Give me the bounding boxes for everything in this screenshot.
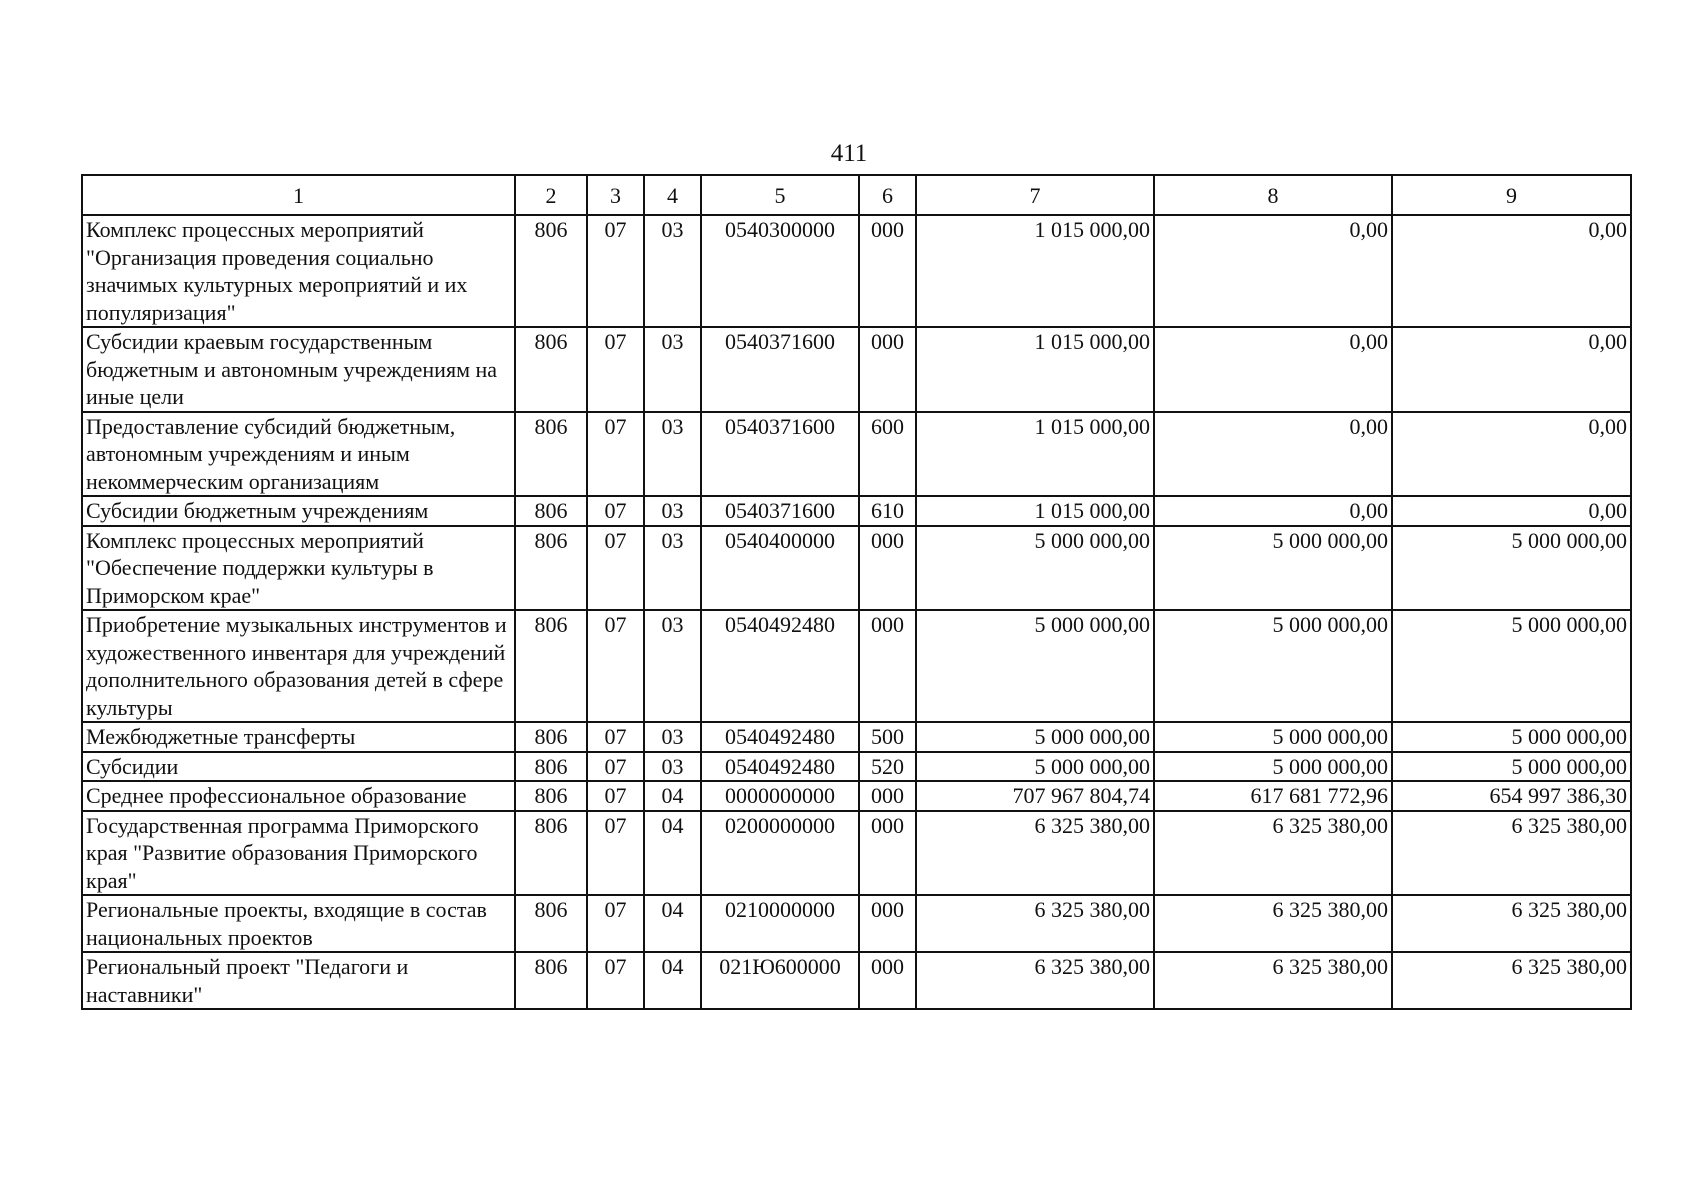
ministry-code: 806 — [515, 215, 587, 327]
expense-type-code: 000 — [859, 952, 916, 1009]
subsection-code: 03 — [644, 526, 701, 611]
amount-col7: 707 967 804,74 — [916, 781, 1154, 811]
subsection-code: 04 — [644, 811, 701, 896]
table-row — [82, 496, 1631, 526]
column-header: 3 — [587, 175, 644, 215]
amount-col7: 1 015 000,00 — [916, 327, 1154, 412]
item-name: Субсидии краевым государственным бюджетным и автономным учреждениям на иные цели — [82, 327, 515, 412]
amount-col9: 0,00 — [1392, 215, 1631, 327]
amount-col9: 0,00 — [1392, 327, 1631, 412]
target-article-code: 0540492480 — [701, 722, 859, 752]
ministry-code: 806 — [515, 412, 587, 497]
item-name: Субсидии — [82, 752, 515, 782]
amount-col8: 0,00 — [1154, 215, 1392, 327]
expense-type-code: 000 — [859, 215, 916, 327]
section-code: 07 — [587, 610, 644, 722]
amount-col7: 1 015 000,00 — [916, 496, 1154, 526]
amount-col9: 5 000 000,00 — [1392, 722, 1631, 752]
column-header: 1 — [82, 175, 515, 215]
table-row — [82, 526, 1631, 611]
amount-col9: 6 325 380,00 — [1392, 895, 1631, 952]
amount-col8: 5 000 000,00 — [1154, 722, 1392, 752]
target-article-code: 0540300000 — [701, 215, 859, 327]
ministry-code: 806 — [515, 526, 587, 611]
table-row — [82, 781, 1631, 811]
item-name: Комплекс процессных мероприятий "Организация проведения социально значимых культурных мероприятий и их популяризация" — [82, 215, 515, 327]
item-name: Межбюджетные трансферты — [82, 722, 515, 752]
table-row — [82, 952, 1631, 1009]
target-article-code: 0540371600 — [701, 496, 859, 526]
ministry-code: 806 — [515, 752, 587, 782]
section-code: 07 — [587, 752, 644, 782]
section-code: 07 — [587, 811, 644, 896]
expense-type-code: 500 — [859, 722, 916, 752]
subsection-code: 03 — [644, 496, 701, 526]
column-header: 8 — [1154, 175, 1392, 215]
section-code: 07 — [587, 496, 644, 526]
amount-col7: 5 000 000,00 — [916, 526, 1154, 611]
target-article-code: 0000000000 — [701, 781, 859, 811]
target-article-code: 0540371600 — [701, 327, 859, 412]
amount-col7: 6 325 380,00 — [916, 952, 1154, 1009]
amount-col7: 6 325 380,00 — [916, 895, 1154, 952]
column-header: 2 — [515, 175, 587, 215]
ministry-code: 806 — [515, 811, 587, 896]
item-name: Региональный проект "Педагоги и наставники" — [82, 952, 515, 1009]
table-row — [82, 412, 1631, 497]
ministry-code: 806 — [515, 610, 587, 722]
amount-col7: 5 000 000,00 — [916, 610, 1154, 722]
amount-col7: 1 015 000,00 — [916, 412, 1154, 497]
expense-type-code: 000 — [859, 811, 916, 896]
table-row — [82, 327, 1631, 412]
target-article-code: 021Ю600000 — [701, 952, 859, 1009]
budget-table — [81, 174, 1632, 1010]
column-header: 5 — [701, 175, 859, 215]
amount-col9: 0,00 — [1392, 412, 1631, 497]
target-article-code: 0210000000 — [701, 895, 859, 952]
expense-type-code: 000 — [859, 610, 916, 722]
table-row — [82, 215, 1631, 327]
column-header: 9 — [1392, 175, 1631, 215]
amount-col8: 5 000 000,00 — [1154, 752, 1392, 782]
subsection-code: 03 — [644, 722, 701, 752]
amount-col9: 5 000 000,00 — [1392, 610, 1631, 722]
amount-col9: 654 997 386,30 — [1392, 781, 1631, 811]
expense-type-code: 610 — [859, 496, 916, 526]
target-article-code: 0540371600 — [701, 412, 859, 497]
table-row — [82, 895, 1631, 952]
ministry-code: 806 — [515, 952, 587, 1009]
table-row — [82, 722, 1631, 752]
section-code: 07 — [587, 526, 644, 611]
ministry-code: 806 — [515, 327, 587, 412]
ministry-code: 806 — [515, 496, 587, 526]
section-code: 07 — [587, 781, 644, 811]
amount-col9: 6 325 380,00 — [1392, 952, 1631, 1009]
ministry-code: 806 — [515, 781, 587, 811]
expense-type-code: 600 — [859, 412, 916, 497]
target-article-code: 0540492480 — [701, 752, 859, 782]
item-name: Региональные проекты, входящие в состав национальных проектов — [82, 895, 515, 952]
section-code: 07 — [587, 895, 644, 952]
amount-col9: 0,00 — [1392, 496, 1631, 526]
expense-type-code: 520 — [859, 752, 916, 782]
subsection-code: 03 — [644, 610, 701, 722]
item-name: Приобретение музыкальных инструментов и художественного инвентаря для учреждений дополнительного образования детей в сфере культуры — [82, 610, 515, 722]
amount-col7: 5 000 000,00 — [916, 722, 1154, 752]
section-code: 07 — [587, 215, 644, 327]
amount-col8: 5 000 000,00 — [1154, 526, 1392, 611]
column-number-row — [82, 175, 1631, 215]
section-code: 07 — [587, 412, 644, 497]
section-code: 07 — [587, 327, 644, 412]
subsection-code: 03 — [644, 327, 701, 412]
subsection-code: 04 — [644, 952, 701, 1009]
item-name: Субсидии бюджетным учреждениям — [82, 496, 515, 526]
column-header: 6 — [859, 175, 916, 215]
amount-col7: 5 000 000,00 — [916, 752, 1154, 782]
amount-col8: 6 325 380,00 — [1154, 952, 1392, 1009]
expense-type-code: 000 — [859, 781, 916, 811]
target-article-code: 0540492480 — [701, 610, 859, 722]
item-name: Предоставление субсидий бюджетным, автономным учреждениям и иным некоммерческим организациям — [82, 412, 515, 497]
page-number: 411 — [830, 140, 868, 167]
section-code: 07 — [587, 722, 644, 752]
column-header: 7 — [916, 175, 1154, 215]
amount-col9: 5 000 000,00 — [1392, 526, 1631, 611]
ministry-code: 806 — [515, 895, 587, 952]
amount-col8: 0,00 — [1154, 496, 1392, 526]
amount-col9: 6 325 380,00 — [1392, 811, 1631, 896]
column-header: 4 — [644, 175, 701, 215]
expense-type-code: 000 — [859, 327, 916, 412]
item-name: Комплекс процессных мероприятий "Обеспечение поддержки культуры в Приморском крае" — [82, 526, 515, 611]
subsection-code: 04 — [644, 895, 701, 952]
amount-col7: 1 015 000,00 — [916, 215, 1154, 327]
target-article-code: 0540400000 — [701, 526, 859, 611]
amount-col8: 0,00 — [1154, 412, 1392, 497]
subsection-code: 03 — [644, 412, 701, 497]
amount-col8: 6 325 380,00 — [1154, 811, 1392, 896]
target-article-code: 0200000000 — [701, 811, 859, 896]
subsection-code: 03 — [644, 215, 701, 327]
expense-type-code: 000 — [859, 895, 916, 952]
item-name: Государственная программа Приморского края "Развитие образования Приморского края" — [82, 811, 515, 896]
item-name: Среднее профессиональное образование — [82, 781, 515, 811]
amount-col8: 5 000 000,00 — [1154, 610, 1392, 722]
amount-col8: 617 681 772,96 — [1154, 781, 1392, 811]
expense-type-code: 000 — [859, 526, 916, 611]
table-row — [82, 752, 1631, 782]
amount-col8: 6 325 380,00 — [1154, 895, 1392, 952]
subsection-code: 04 — [644, 781, 701, 811]
amount-col8: 0,00 — [1154, 327, 1392, 412]
table-row — [82, 811, 1631, 896]
table-row — [82, 610, 1631, 722]
section-code: 07 — [587, 952, 644, 1009]
amount-col9: 5 000 000,00 — [1392, 752, 1631, 782]
ministry-code: 806 — [515, 722, 587, 752]
amount-col7: 6 325 380,00 — [916, 811, 1154, 896]
subsection-code: 03 — [644, 752, 701, 782]
